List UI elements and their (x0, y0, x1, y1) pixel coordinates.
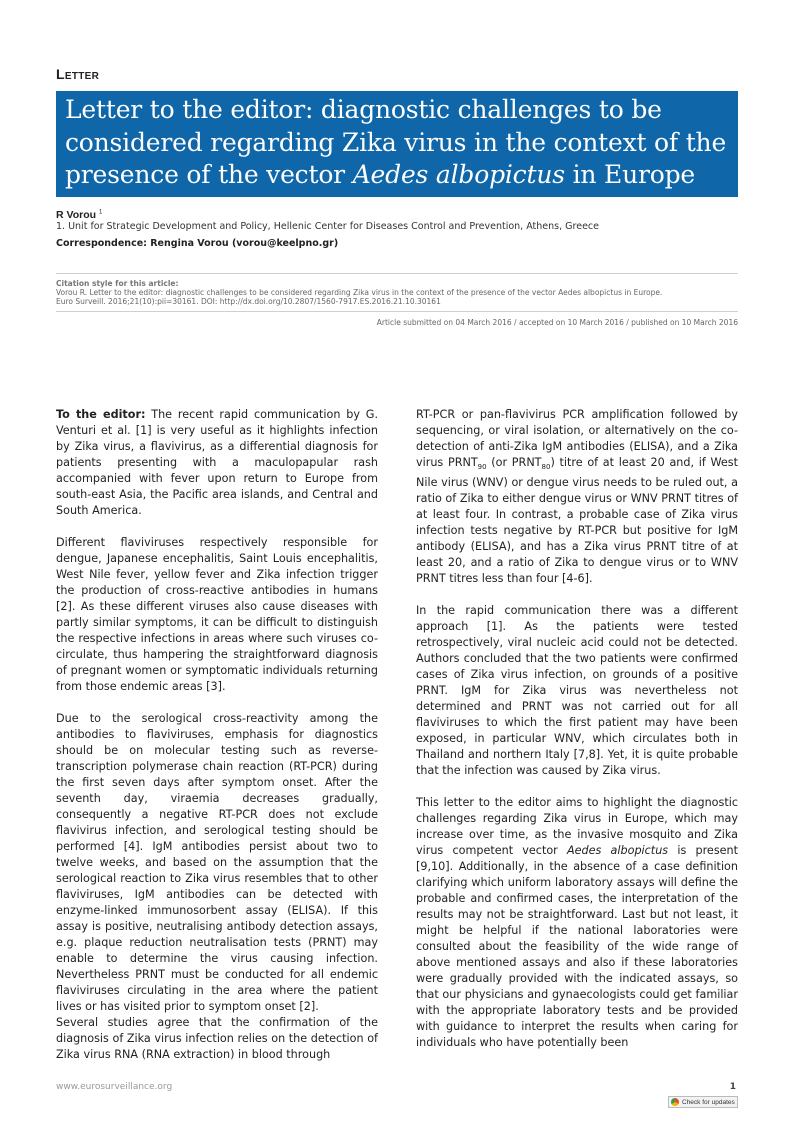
paragraph-text: RT-PCR or pan-flavivirus PCR amplification followed by sequencing, or viral isolation, or alternatively on the co-detection of anti-Zika IgM antibodies (ELISA), and a Zika virus PRNT (416, 408, 738, 469)
divider (56, 311, 738, 312)
divider (56, 273, 738, 274)
page-number: 1 (729, 1082, 736, 1092)
title-text-italic: Aedes albopictus (352, 160, 565, 189)
affiliation: 1. Unit for Strategic Development and Policy, Hellenic Center for Diseases Control and Prevention, Athens, Greece (56, 221, 599, 232)
paragraph-text: (or PRNT (486, 456, 542, 469)
paragraph (416, 407, 738, 587)
check-for-updates-label: Check for updates (682, 1098, 735, 1106)
correspondence: Correspondence: Rengina Vorou (vorou@keelpno.gr) (56, 238, 339, 249)
title-banner (56, 91, 738, 197)
salutation: To the editor: (56, 408, 146, 421)
author-name: R Vorou (56, 209, 97, 221)
body-column-left (56, 407, 378, 1063)
check-for-updates-button[interactable] (668, 1096, 738, 1108)
paragraph-text: The recent rapid communication by G. Venturi et al. [1] is very useful as it highlights infection by Zika virus, a flavivirus, as a differential diagnosis for patients presenting with a maculopapular rash accompanied with fever upon return to Europe from south-east Asia, the Pacific area islands, and Central and South America. (56, 408, 378, 517)
paragraph: Several studies agree that the confirmation of the diagnosis of Zika virus infection relies on the detection of Zika virus RNA (RNA extraction) in blood through (56, 1016, 378, 1061)
crossmark-icon (671, 1098, 679, 1106)
paragraph-text: is present [9,10]. Additionally, in the absence of a case definition clarifying which uniform laboratory assays will define the probable and confirmed cases, the interpretation of the results may not be straightforward. Last but not least, it might be helpful if the national laboratories were consulted about the feasibility of the wide range of above mentioned assays and also if these laboratories were gradually provided with the indicated assays, so that our physicians and gynaecologists could get familiar with the appropriate laboratory tests and be provided with guidance to interpret the results when caring for individuals who have potentially been (416, 844, 739, 1050)
title-text-2: in Europe (564, 160, 696, 189)
subscript: 90 (477, 463, 487, 472)
title-text-1: Letter to the editor: diagnostic challenges to be considered regarding Zika virus in the context of the presence of the vector (65, 95, 727, 189)
species-name: Aedes albopictus (566, 844, 669, 858)
body-column-right (416, 407, 738, 1051)
article-title (65, 94, 729, 192)
subscript: 80 (541, 463, 551, 472)
paragraph-text: ) titre of at least 20 and, if West Nile virus (WNV) or dengue virus needs to be ruled out, a ratio of Zika to either dengue virus or WNV PRNT titres of at least four. In contrast, a probable case of Zika virus infection tests negative by RT-PCR but positive for IgM antibody (ELISA), and has a Zika virus PRNT titre of at least 20, and a ratio of Zika to dengue virus or to WNV PRNT titres less than four [4-6]. (416, 456, 738, 586)
paragraph (56, 407, 378, 519)
paragraph (416, 795, 738, 1051)
citation-line: Vorou R. Letter to the editor: diagnostic challenges to be considered regarding Zika virus in the context of the presence of the vector Aedes albopictus in Europe. (56, 288, 663, 297)
paragraph: In the rapid communication there was a different approach [1]. As the patients were tested retrospectively, viral nucleic acid could not be detected. Authors concluded that the two patients were confirmed cases of Zika virus infection, on grounds of a positive PRNT. IgM for Zika virus was nevertheless not determined and PRNT was not carried out for all flaviviruses to which the first patient may have been exposed, in particular WNV, which circulates both in Thailand and northern Italy [7,8]. Yet, it is quite probable that the infection was caused by Zika virus. (416, 604, 738, 778)
paragraph: Different flaviviruses respectively responsible for dengue, Japanese encephalitis, Saint Louis encephalitis, West Nile fever, yellow fever and Zika infection trigger the production of cross-reactive antibodies in humans [2]. As these different viruses also cause diseases with partly similar symptoms, it can be difficult to distinguish the respective infections in areas where such viruses co-circulate, thus hampering the straightforward diagnosis of pregnant women or symptomatic individuals returning from those endemic areas [3]. (56, 536, 378, 693)
author-line (56, 209, 102, 221)
paragraph-text: This letter to the editor aims to highlight the diagnostic challenges regarding Zika virus in Europe, which may increase over time, as the invasive mosquito and Zika virus competent vector (416, 796, 738, 858)
citation-block (56, 279, 738, 306)
citation-heading: Citation style for this article: (56, 279, 179, 288)
footer-url[interactable]: www.eurosurveillance.org (56, 1082, 173, 1092)
citation-doi-line[interactable]: Euro Surveill. 2016;21(10):pii=30161. DOI: http://dx.doi.org/10.2807/1560-7917.ES.2016.21.10.30161 (56, 297, 441, 306)
paragraph: Due to the serological cross-reactivity among the antibodies to flaviviruses, emphasis for diagnostics should be on molecular testing such as reverse-transcription polymerase chain reaction (RT-PCR) during the first seven days after symptom onset. After the seventh day, viraemia decreases gradually, consequently a negative RT-PCR does not exclude flavivirus infection, and serological testing should be performed [4]. IgM antibodies persist about two to twelve weeks, and based on the assumption that the serological reaction to Zika virus resembles that to other flaviviruses, IgM antibodies can be detected with enzyme-linked immunosorbent assay (ELISA). If this assay is positive, neutralising antibody detection assays, e.g. plaque reduction neutralisation tests (PRNT) may enable to determine the virus causing infection. Nevertheless PRNT must be conducted for all endemic flaviviruses circulating in the area where the patient lives or has visited prior to symptom onset [2]. (56, 712, 378, 1013)
article-dates: Article submitted on 04 March 2016 / accepted on 10 March 2016 / published on 10 March 2016 (376, 318, 738, 327)
section-label: Letter (56, 66, 100, 82)
author-affiliation-mark: 1 (98, 209, 103, 216)
